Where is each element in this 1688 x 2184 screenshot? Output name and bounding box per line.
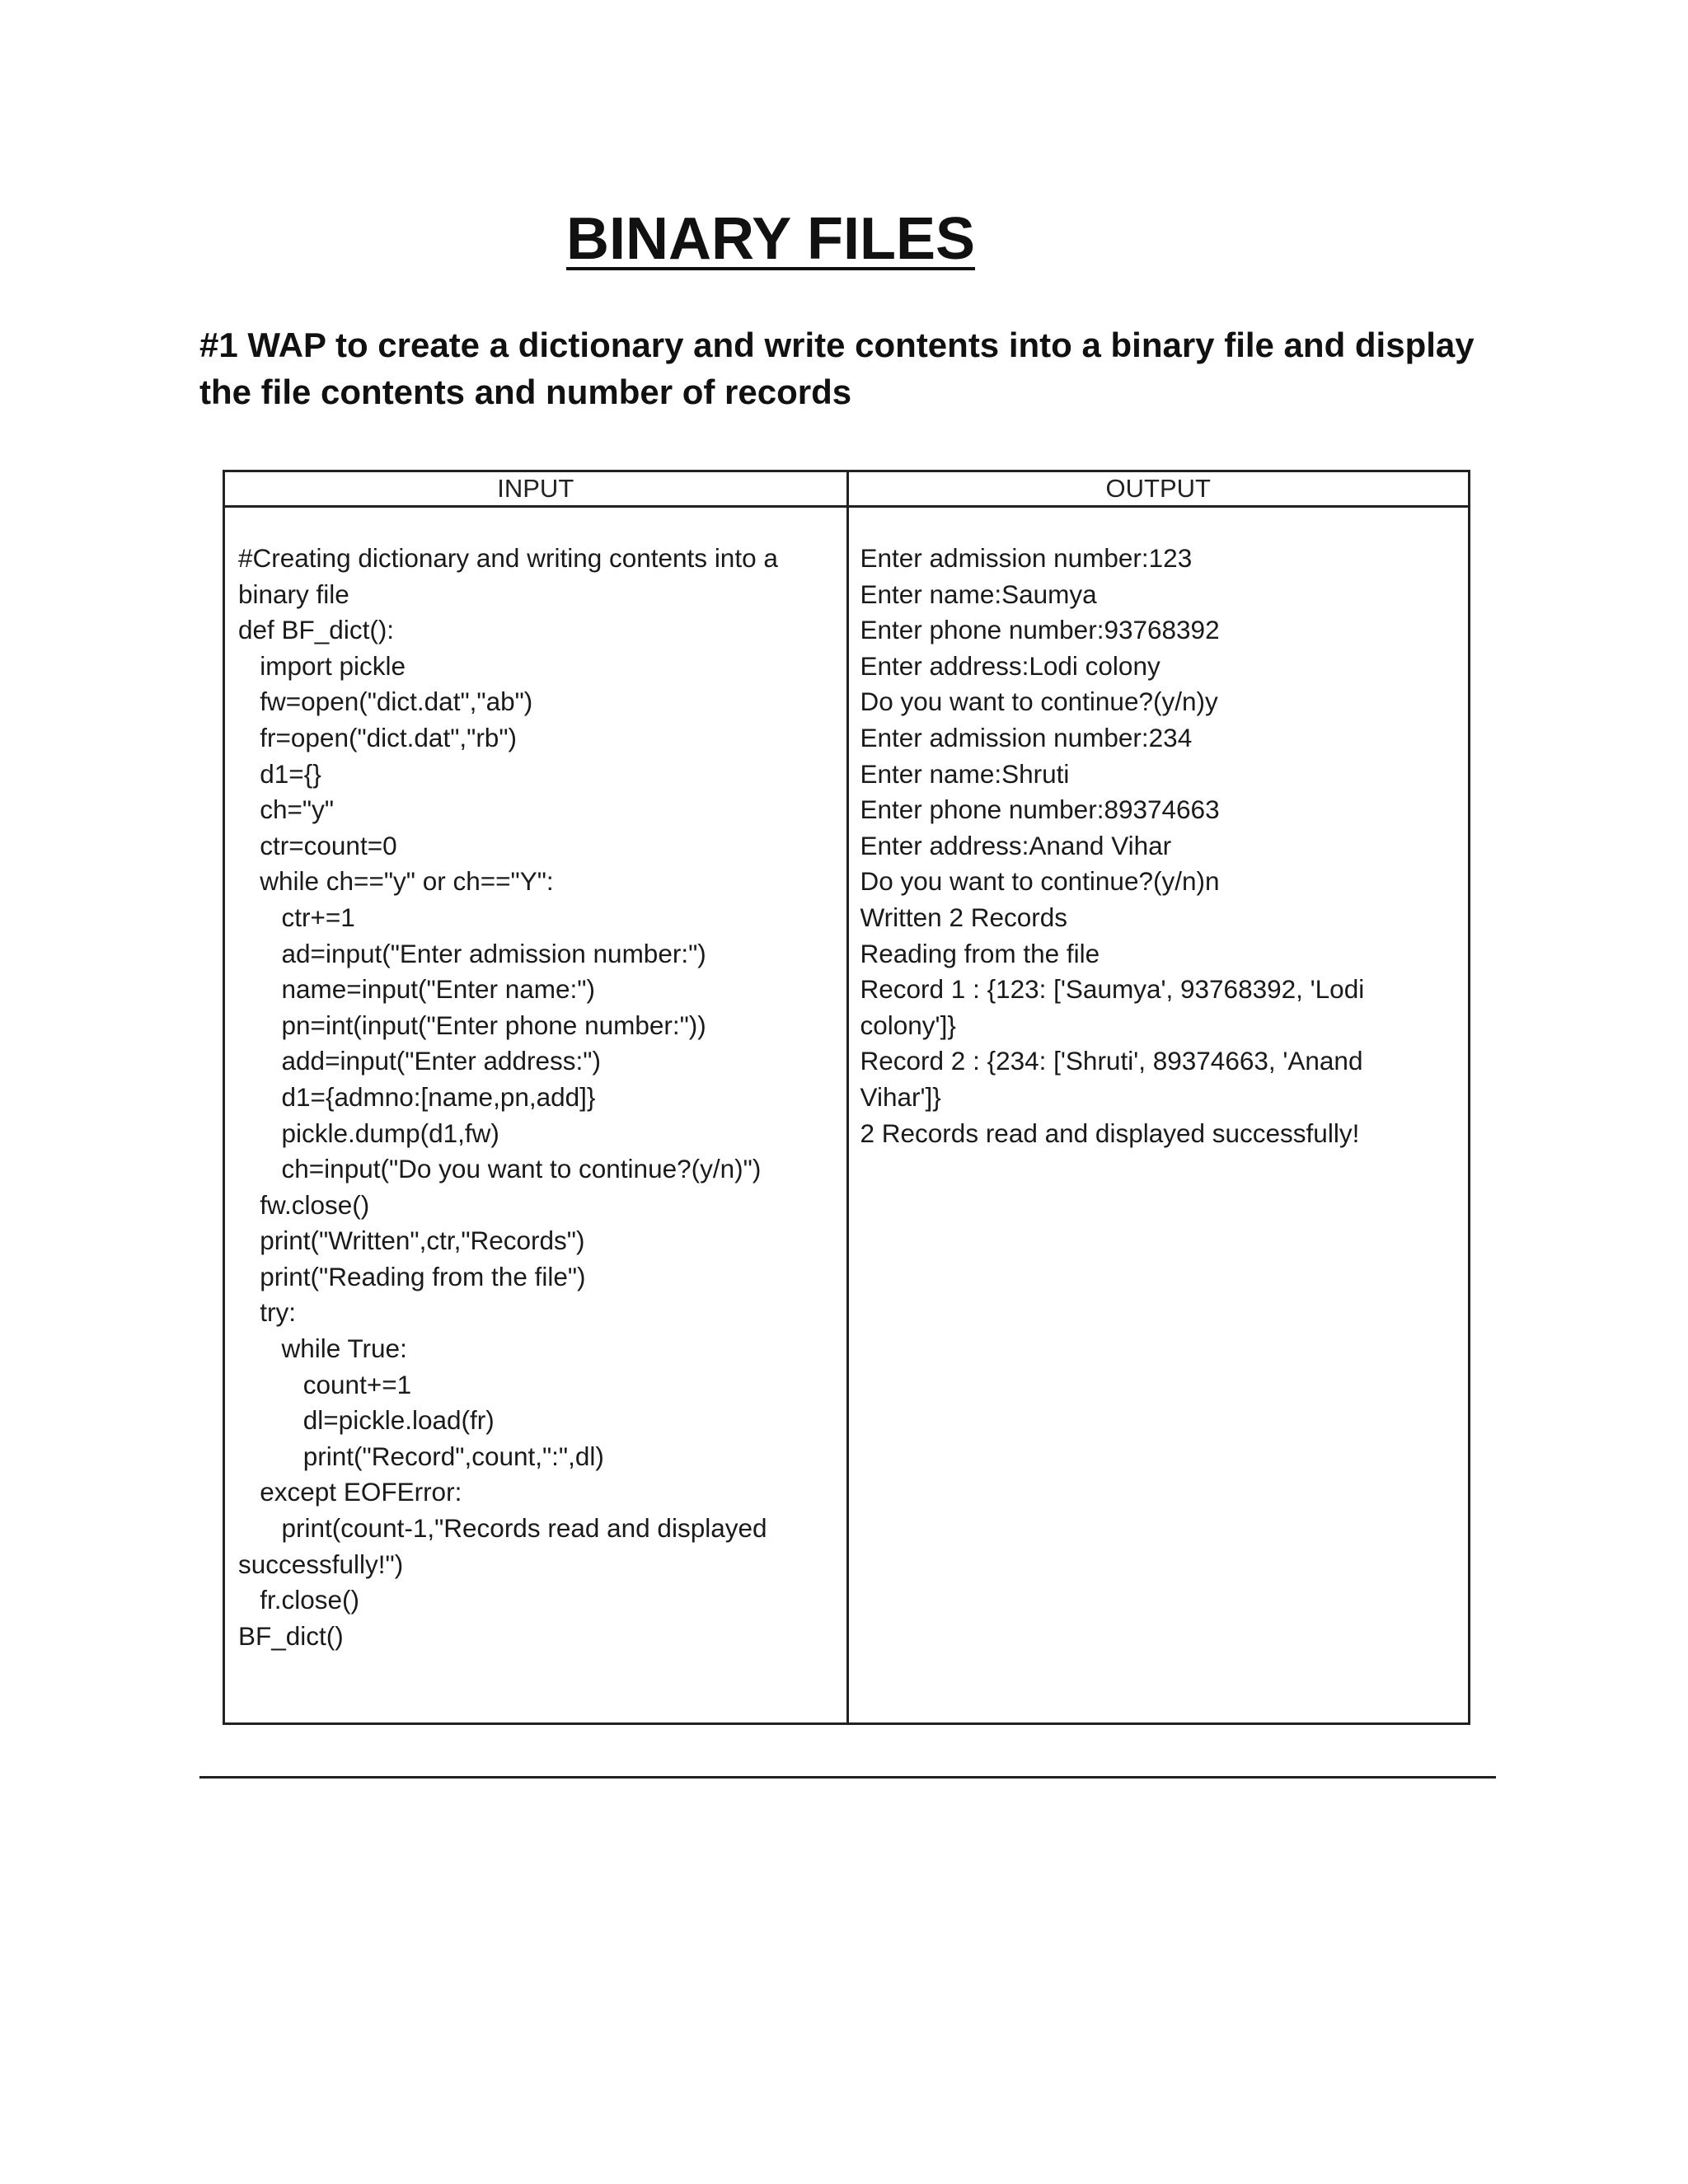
code-line: pickle.dump(d1,fw) <box>238 1118 499 1148</box>
output-cell <box>847 507 1470 1724</box>
code-line: while True: <box>238 1333 407 1364</box>
code-line: except EOFError: <box>238 1477 462 1507</box>
code-line: binary file <box>238 579 349 609</box>
table-body-row <box>224 507 1470 1724</box>
question-text <box>199 321 1518 415</box>
output-line: Enter name:Shruti <box>860 758 1070 789</box>
code-listing <box>225 508 846 1654</box>
code-line: ctr=count=0 <box>238 830 397 860</box>
input-cell <box>224 507 848 1724</box>
table-header-row <box>224 471 1470 507</box>
output-line: Do you want to continue?(y/n)y <box>860 687 1218 717</box>
code-line: dl=pickle.load(fr) <box>238 1405 495 1436</box>
code-line: name=input("Enter name:") <box>238 974 595 1005</box>
code-line: BF_dict() <box>238 1620 344 1651</box>
page-title: BINARY FILES <box>565 206 976 272</box>
code-line: ctr+=1 <box>238 902 355 932</box>
program-output <box>849 508 1469 1151</box>
code-line: d1={admno:[name,pn,add]} <box>238 1081 596 1112</box>
question-line-2: the file contents and number of records <box>199 373 852 411</box>
input-column-header: INPUT <box>224 471 848 507</box>
output-line: colony']} <box>860 1010 956 1040</box>
output-line: Enter address:Lodi colony <box>860 650 1160 681</box>
code-line: #Creating dictionary and writing contents into a <box>238 543 778 573</box>
code-line: pn=int(input("Enter phone number:")) <box>238 1010 706 1040</box>
code-line: try: <box>238 1297 296 1328</box>
output-line: Enter admission number:234 <box>860 722 1193 752</box>
output-line: Enter name:Saumya <box>860 579 1097 609</box>
code-line: ch=input("Do you want to continue?(y/n)") <box>238 1154 762 1184</box>
code-line: fw=open("dict.dat","ab") <box>238 687 533 717</box>
output-line: Record 2 : {234: ['Shruti', 89374663, 'Anand <box>860 1046 1363 1076</box>
output-line: Do you want to continue?(y/n)n <box>860 866 1220 897</box>
code-line: import pickle <box>238 650 406 681</box>
code-line: d1={} <box>238 758 321 789</box>
code-line: print("Written",ctr,"Records") <box>238 1226 585 1256</box>
output-column-header: OUTPUT <box>847 471 1470 507</box>
output-line: Record 1 : {123: ['Saumya', 93768392, 'Lodi <box>860 974 1365 1005</box>
code-line: fw.close() <box>238 1189 370 1220</box>
code-line: print(count-1,"Records read and displayed <box>238 1513 767 1544</box>
output-line: Enter phone number:93768392 <box>860 615 1220 645</box>
code-line: def BF_dict(): <box>238 615 395 645</box>
horizontal-rule <box>199 1776 1496 1779</box>
question-line-1: #1 WAP to create a dictionary and write contents into a binary file and display <box>199 326 1475 364</box>
output-line: 2 Records read and displayed successfully! <box>860 1118 1360 1148</box>
code-line: fr.close() <box>238 1585 360 1615</box>
output-line: Reading from the file <box>860 938 1100 968</box>
output-line: Enter admission number:123 <box>860 543 1193 573</box>
code-line: while ch=="y" or ch=="Y": <box>238 866 554 897</box>
code-line: print("Record",count,":",dl) <box>238 1441 604 1471</box>
output-line: Enter phone number:89374663 <box>860 794 1220 825</box>
code-line: successfully!") <box>238 1549 404 1579</box>
output-line: Enter address:Anand Vihar <box>860 830 1172 860</box>
output-line: Vihar']} <box>860 1081 941 1112</box>
input-output-table <box>223 470 1470 1725</box>
output-line: Written 2 Records <box>860 902 1068 932</box>
code-line: ch="y" <box>238 794 335 825</box>
code-line: print("Reading from the file") <box>238 1261 586 1291</box>
code-line: fr=open("dict.dat","rb") <box>238 722 517 752</box>
code-line: ad=input("Enter admission number:") <box>238 938 706 968</box>
code-line: add=input("Enter address:") <box>238 1046 601 1076</box>
code-line: count+=1 <box>238 1369 412 1399</box>
